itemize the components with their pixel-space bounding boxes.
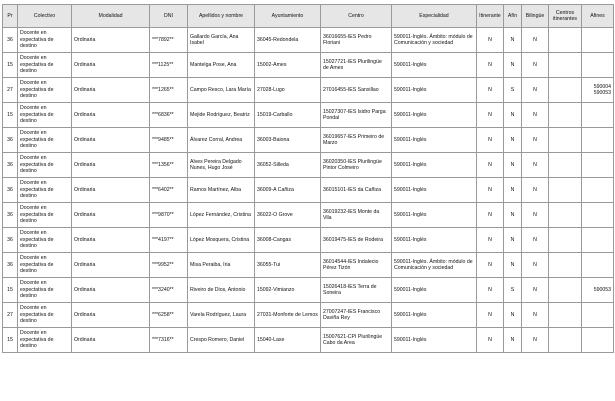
cell-especialidad: 590011-Inglés — [392, 228, 477, 253]
cell-modalidad: Ordinaria — [72, 103, 150, 128]
cell-especialidad: 590011-Inglés — [392, 53, 477, 78]
cell-dni: ***6836** — [150, 103, 188, 128]
cell-afines — [582, 28, 614, 53]
cell-especialidad: 590011-Inglés — [392, 103, 477, 128]
cell-apellidos-nombre: Mejide Rodríguez, Beatriz — [188, 103, 255, 128]
cell-dni: ***9485** — [150, 128, 188, 153]
cell-apellidos-nombre: Álvarez Corral, Andrea — [188, 128, 255, 153]
cell-bilingue: N — [522, 228, 549, 253]
cell-bilingue: N — [522, 303, 549, 328]
cell-ayuntamiento: 15019-Carballo — [255, 103, 321, 128]
header-dni: DNI — [150, 5, 188, 28]
cell-modalidad: Ordinaria — [72, 203, 150, 228]
cell-especialidad: 590011-Inglés — [392, 203, 477, 228]
cell-afines — [582, 153, 614, 178]
cell-especialidad: 590011-Inglés — [392, 128, 477, 153]
cell-pr: 36 — [3, 203, 18, 228]
cell-modalidad: Ordinaria — [72, 128, 150, 153]
cell-centros-itinerantes — [549, 53, 582, 78]
cell-itinerante: N — [477, 328, 504, 353]
cell-afines: 590004 590053 — [582, 78, 614, 103]
table-row — [3, 78, 614, 103]
cell-centros-itinerantes — [549, 203, 582, 228]
cell-modalidad: Ordinaria — [72, 278, 150, 303]
table-row — [3, 328, 614, 353]
cell-modalidad: Ordinaria — [72, 253, 150, 278]
cell-ayuntamiento: 27031-Monforte de Lemos — [255, 303, 321, 328]
cell-apellidos-nombre: Varela Rodríguez, Laura — [188, 303, 255, 328]
header-afin: Afín — [504, 5, 522, 28]
cell-afines — [582, 303, 614, 328]
cell-afines — [582, 178, 614, 203]
cell-ayuntamiento: 36045-Redondela — [255, 28, 321, 53]
cell-afin: N — [504, 103, 522, 128]
table-row — [3, 278, 614, 303]
cell-dni: ***7892** — [150, 28, 188, 53]
cell-centro: 36019475-IES de Rodeira — [321, 228, 392, 253]
cell-especialidad: 590011-Inglés — [392, 178, 477, 203]
cell-pr: 36 — [3, 253, 18, 278]
cell-afin: N — [504, 253, 522, 278]
cell-itinerante: N — [477, 228, 504, 253]
cell-apellidos-nombre: Alves Pereira Delgado Nunes, Hugo José — [188, 153, 255, 178]
cell-centros-itinerantes — [549, 178, 582, 203]
cell-dni: ***6402** — [150, 178, 188, 203]
cell-centro: 27016455-IES Sanxillao — [321, 78, 392, 103]
cell-centro: 36016655-IES Pedro Floriani — [321, 28, 392, 53]
cell-apellidos-nombre: López Mosquera, Cristina — [188, 228, 255, 253]
cell-centros-itinerantes — [549, 153, 582, 178]
cell-itinerante: N — [477, 203, 504, 228]
table-body — [3, 28, 614, 353]
cell-apellidos-nombre: Misa Peraiba, Iria — [188, 253, 255, 278]
cell-afin: S — [504, 78, 522, 103]
cell-colectivo: Docente en expectativa de destino — [18, 78, 72, 103]
cell-ayuntamiento: 36022-O Grove — [255, 203, 321, 228]
header-pr: Pr — [3, 5, 18, 28]
cell-afines — [582, 103, 614, 128]
assignments-table — [2, 4, 614, 353]
cell-itinerante: N — [477, 153, 504, 178]
cell-bilingue: N — [522, 278, 549, 303]
cell-bilingue: N — [522, 28, 549, 53]
header-especialidad: Especialidad — [392, 5, 477, 28]
cell-centros-itinerantes — [549, 228, 582, 253]
cell-dni: ***9952** — [150, 253, 188, 278]
cell-ayuntamiento: 36055-Tui — [255, 253, 321, 278]
cell-colectivo: Docente en expectativa de destino — [18, 103, 72, 128]
table-row — [3, 303, 614, 328]
cell-afines — [582, 53, 614, 78]
table-row — [3, 253, 614, 278]
cell-centro: 36019232-IES Monte da Vila — [321, 203, 392, 228]
table-row — [3, 53, 614, 78]
cell-pr: 27 — [3, 303, 18, 328]
cell-dni: ***4197** — [150, 228, 188, 253]
cell-itinerante: N — [477, 278, 504, 303]
header-itinerante: Itinerante — [477, 5, 504, 28]
cell-dni: ***9870** — [150, 203, 188, 228]
cell-apellidos-nombre: Gallardo García, Ana Isabel — [188, 28, 255, 53]
cell-modalidad: Ordinaria — [72, 53, 150, 78]
cell-centros-itinerantes — [549, 103, 582, 128]
cell-especialidad: 590011-Inglés — [392, 78, 477, 103]
cell-modalidad: Ordinaria — [72, 228, 150, 253]
header-centro: Centro — [321, 5, 392, 28]
header-afines: Afines — [582, 5, 614, 28]
cell-modalidad: Ordinaria — [72, 303, 150, 328]
cell-pr: 36 — [3, 28, 18, 53]
cell-ayuntamiento: 15040-Laxe — [255, 328, 321, 353]
cell-modalidad: Ordinaria — [72, 328, 150, 353]
cell-ayuntamiento: 36052-Silleda — [255, 153, 321, 178]
cell-modalidad: Ordinaria — [72, 178, 150, 203]
cell-dni: ***6258** — [150, 303, 188, 328]
cell-afin: S — [504, 278, 522, 303]
cell-ayuntamiento: 36003-Baiona — [255, 128, 321, 153]
header-colectivo: Colectivo — [18, 5, 72, 28]
table-row — [3, 178, 614, 203]
cell-centro: 15007621-CPI Plurilingüe Cabo da Area — [321, 328, 392, 353]
cell-pr: 36 — [3, 153, 18, 178]
cell-bilingue: N — [522, 153, 549, 178]
cell-afines — [582, 328, 614, 353]
cell-centro: 36014544-IES Indalecio Pérez Tizón — [321, 253, 392, 278]
cell-centros-itinerantes — [549, 328, 582, 353]
cell-colectivo: Docente en expectativa de destino — [18, 228, 72, 253]
cell-modalidad: Ordinaria — [72, 28, 150, 53]
cell-afines — [582, 228, 614, 253]
table-row — [3, 103, 614, 128]
cell-centro: 15026418-IES Terra de Soneira — [321, 278, 392, 303]
cell-colectivo: Docente en expectativa de destino — [18, 278, 72, 303]
cell-afines — [582, 203, 614, 228]
cell-especialidad: 590011-Inglés — [392, 328, 477, 353]
cell-colectivo: Docente en expectativa de destino — [18, 203, 72, 228]
cell-pr: 27 — [3, 78, 18, 103]
header-centros-itinerantes: Centros itinerantes — [549, 5, 582, 28]
cell-centros-itinerantes — [549, 28, 582, 53]
cell-apellidos-nombre: Riveiro de Dios, Antonio — [188, 278, 255, 303]
cell-bilingue: N — [522, 128, 549, 153]
cell-especialidad: 590011-Inglés — [392, 153, 477, 178]
cell-centros-itinerantes — [549, 303, 582, 328]
cell-centros-itinerantes — [549, 278, 582, 303]
cell-apellidos-nombre: López Fernández, Cristina — [188, 203, 255, 228]
cell-itinerante: N — [477, 78, 504, 103]
cell-centro: 15027721-IES Plurilingüe de Ames — [321, 53, 392, 78]
cell-afin: N — [504, 128, 522, 153]
table-row — [3, 228, 614, 253]
cell-especialidad: 590011-Inglés — [392, 278, 477, 303]
cell-ayuntamiento: 15092-Vimianzo — [255, 278, 321, 303]
cell-colectivo: Docente en expectativa de destino — [18, 28, 72, 53]
cell-apellidos-nombre: Crespo Romero, Daniel — [188, 328, 255, 353]
cell-apellidos-nombre: Campo Resco, Lara María — [188, 78, 255, 103]
cell-bilingue: N — [522, 328, 549, 353]
cell-colectivo: Docente en expectativa de destino — [18, 303, 72, 328]
cell-especialidad: 590011-Inglés — [392, 303, 477, 328]
cell-ayuntamiento: 27028-Lugo — [255, 78, 321, 103]
cell-afines — [582, 128, 614, 153]
cell-itinerante: N — [477, 178, 504, 203]
cell-colectivo: Docente en expectativa de destino — [18, 153, 72, 178]
cell-centro: 15027307-IES Isidro Parga Pondal — [321, 103, 392, 128]
header-modalidad: Modalidad — [72, 5, 150, 28]
cell-bilingue: N — [522, 78, 549, 103]
cell-afin: N — [504, 178, 522, 203]
header-apellidos-nombre: Apellidos y nombre — [188, 5, 255, 28]
cell-itinerante: N — [477, 28, 504, 53]
cell-afin: N — [504, 228, 522, 253]
cell-afin: N — [504, 303, 522, 328]
cell-itinerante: N — [477, 253, 504, 278]
cell-ayuntamiento: 36008-Cangas — [255, 228, 321, 253]
cell-modalidad: Ordinaria — [72, 153, 150, 178]
table-row — [3, 203, 614, 228]
cell-apellidos-nombre: Ramos Martínez, Alba — [188, 178, 255, 203]
table-header-row — [3, 5, 614, 28]
cell-pr: 15 — [3, 53, 18, 78]
cell-afin: N — [504, 53, 522, 78]
cell-dni: ***3240** — [150, 278, 188, 303]
cell-pr: 15 — [3, 328, 18, 353]
table-row — [3, 153, 614, 178]
cell-afines: 590053 — [582, 278, 614, 303]
cell-centro: 36015101-IES da Cañiza — [321, 178, 392, 203]
cell-dni: ***1356** — [150, 153, 188, 178]
cell-centros-itinerantes — [549, 253, 582, 278]
cell-bilingue: N — [522, 178, 549, 203]
cell-centro: 27007247-IES Francisco Daviña Rey — [321, 303, 392, 328]
cell-centro: 36020350-IES Plurilingüe Pintor Colmeiro — [321, 153, 392, 178]
cell-colectivo: Docente en expectativa de destino — [18, 128, 72, 153]
cell-pr: 15 — [3, 103, 18, 128]
cell-afin: N — [504, 328, 522, 353]
cell-bilingue: N — [522, 203, 549, 228]
cell-especialidad: 590011-Inglés. Ámbito: módulo de Comunicación y sociedad — [392, 253, 477, 278]
cell-ayuntamiento: 36009-A Cañiza — [255, 178, 321, 203]
cell-dni: ***7316** — [150, 328, 188, 353]
cell-afines — [582, 253, 614, 278]
cell-modalidad: Ordinaria — [72, 78, 150, 103]
cell-afin: N — [504, 28, 522, 53]
cell-itinerante: N — [477, 128, 504, 153]
cell-centros-itinerantes — [549, 78, 582, 103]
cell-centro: 36019657-IES Primeiro de Marzo — [321, 128, 392, 153]
cell-itinerante: N — [477, 53, 504, 78]
cell-itinerante: N — [477, 303, 504, 328]
cell-colectivo: Docente en expectativa de destino — [18, 328, 72, 353]
cell-colectivo: Docente en expectativa de destino — [18, 178, 72, 203]
cell-apellidos-nombre: Mantelga Pose, Ana — [188, 53, 255, 78]
cell-centros-itinerantes — [549, 128, 582, 153]
cell-itinerante: N — [477, 103, 504, 128]
table-row — [3, 28, 614, 53]
table-row — [3, 128, 614, 153]
cell-bilingue: N — [522, 253, 549, 278]
cell-pr: 15 — [3, 278, 18, 303]
cell-dni: ***1265** — [150, 78, 188, 103]
cell-afin: N — [504, 203, 522, 228]
cell-pr: 36 — [3, 178, 18, 203]
cell-colectivo: Docente en expectativa de destino — [18, 53, 72, 78]
cell-especialidad: 590011-Inglés. Ámbito: módulo de Comunicación y sociedad — [392, 28, 477, 53]
cell-bilingue: N — [522, 103, 549, 128]
header-ayuntamiento: Ayuntamiento — [255, 5, 321, 28]
cell-pr: 36 — [3, 128, 18, 153]
cell-afin: N — [504, 153, 522, 178]
cell-bilingue: N — [522, 53, 549, 78]
cell-pr: 36 — [3, 228, 18, 253]
cell-colectivo: Docente en expectativa de destino — [18, 253, 72, 278]
header-bilingue: Bilingüe — [522, 5, 549, 28]
cell-ayuntamiento: 15002-Ames — [255, 53, 321, 78]
cell-dni: ***1125** — [150, 53, 188, 78]
